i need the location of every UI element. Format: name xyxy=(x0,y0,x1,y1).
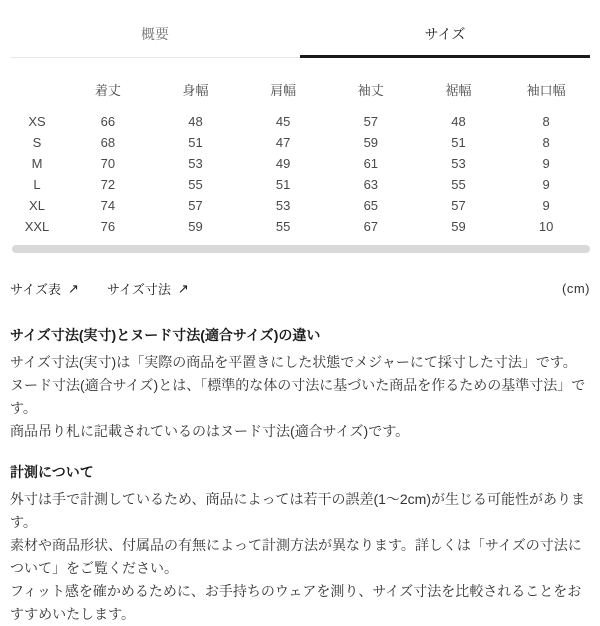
size-value: 10 xyxy=(538,219,554,234)
size-value: 57 xyxy=(188,198,203,213)
size-value: 61 xyxy=(363,156,379,171)
section-paragraph: フィット感を確かめるために、お手持ちのウェアを測り、サイズ寸法を比較されることをおすすめいたします。 xyxy=(10,583,582,622)
arrow-up-right-icon: ↗ xyxy=(67,281,79,296)
size-value: 57 xyxy=(451,198,466,213)
column-header: 肩幅 xyxy=(270,83,297,98)
column-header: 裾幅 xyxy=(445,83,472,98)
size-value: 55 xyxy=(188,177,203,192)
size-value: 74 xyxy=(100,198,116,213)
size-value: 59 xyxy=(451,219,466,234)
size-value: 59 xyxy=(363,135,379,150)
links-row xyxy=(10,279,590,298)
size-value: 51 xyxy=(275,177,291,192)
size-value: 55 xyxy=(275,219,291,234)
table-row xyxy=(10,111,590,132)
size-value: 49 xyxy=(275,156,291,171)
size-value: 76 xyxy=(100,219,116,234)
column-header: 袖口幅 xyxy=(526,83,566,98)
size-dimensions-link-label: サイズ寸法 xyxy=(106,282,171,297)
size-value: 66 xyxy=(100,114,116,129)
size-value: 53 xyxy=(451,156,466,171)
size-value: 63 xyxy=(363,177,379,192)
size-value: 67 xyxy=(363,219,379,234)
section-paragraph: 商品吊り札に記載されているのはヌード寸法(適合サイズ)です。 xyxy=(10,423,410,439)
size-value: 45 xyxy=(275,114,291,129)
size-label: XXL xyxy=(24,219,50,234)
unit-label: (cm) xyxy=(562,281,590,296)
info-sections xyxy=(10,324,590,626)
section-paragraph: 外寸は手で計測しているため、商品によっては若干の誤差(1〜2cm)が生じる可能性があります。 xyxy=(10,491,585,530)
table-row xyxy=(10,216,590,237)
size-value: 53 xyxy=(275,198,291,213)
size-value: 72 xyxy=(100,177,116,192)
size-value: 57 xyxy=(363,114,379,129)
table-row xyxy=(10,132,590,153)
size-table-corner xyxy=(10,72,64,111)
section-heading: 計測について xyxy=(10,464,94,480)
size-value: 48 xyxy=(188,114,203,129)
info-section xyxy=(10,461,590,626)
size-value: 59 xyxy=(188,219,203,234)
size-value: 70 xyxy=(100,156,116,171)
size-value: 53 xyxy=(188,156,203,171)
size-chart-link[interactable] xyxy=(10,279,79,298)
size-dimensions-link[interactable] xyxy=(107,279,189,298)
table-row xyxy=(10,195,590,216)
size-label: L xyxy=(33,177,41,192)
table-row xyxy=(10,174,590,195)
size-value: 47 xyxy=(275,135,291,150)
size-value: 51 xyxy=(188,135,203,150)
section-paragraph: 素材や商品形状、付属品の有無によって計測方法が異なります。詳しくは「サイズの寸法について」をご覧ください。 xyxy=(10,537,582,576)
size-label: S xyxy=(32,135,42,150)
size-value: 51 xyxy=(451,135,466,150)
column-header: 着丈 xyxy=(94,83,121,98)
size-value: 8 xyxy=(542,114,550,129)
size-value: 55 xyxy=(451,177,466,192)
tab-bar xyxy=(10,0,590,58)
tab-overview[interactable]: 概要 xyxy=(10,26,300,58)
section-paragraph: ヌード寸法(適合サイズ)とは、「標準的な体の寸法に基づいた商品を作るための基準寸法」です。 xyxy=(10,377,586,416)
size-value: 48 xyxy=(451,114,466,129)
section-paragraph: サイズ寸法(実寸)は「実際の商品を平置きにした状態でメジャーにて採寸した寸法」です。 xyxy=(10,354,577,370)
info-section xyxy=(10,324,590,443)
size-value: 65 xyxy=(363,198,379,213)
column-header: 袖丈 xyxy=(357,83,384,98)
size-table-header-row xyxy=(10,72,590,111)
size-value: 9 xyxy=(542,198,550,213)
table-row xyxy=(10,153,590,174)
size-label: M xyxy=(31,156,43,171)
size-chart-link-label: サイズ表 xyxy=(10,282,61,297)
arrow-up-right-icon: ↗ xyxy=(177,281,189,296)
horizontal-scrollbar[interactable] xyxy=(12,245,590,253)
size-table xyxy=(10,72,590,237)
size-label: XL xyxy=(29,198,45,213)
size-value: 9 xyxy=(542,156,550,171)
tab-size[interactable]: サイズ xyxy=(300,26,590,58)
size-value: 8 xyxy=(542,135,550,150)
size-label: XS xyxy=(28,114,46,129)
section-heading: サイズ寸法(実寸)とヌード寸法(適合サイズ)の違い xyxy=(10,327,321,343)
size-value: 9 xyxy=(542,177,550,192)
column-header: 身幅 xyxy=(182,83,209,98)
size-value: 68 xyxy=(100,135,116,150)
